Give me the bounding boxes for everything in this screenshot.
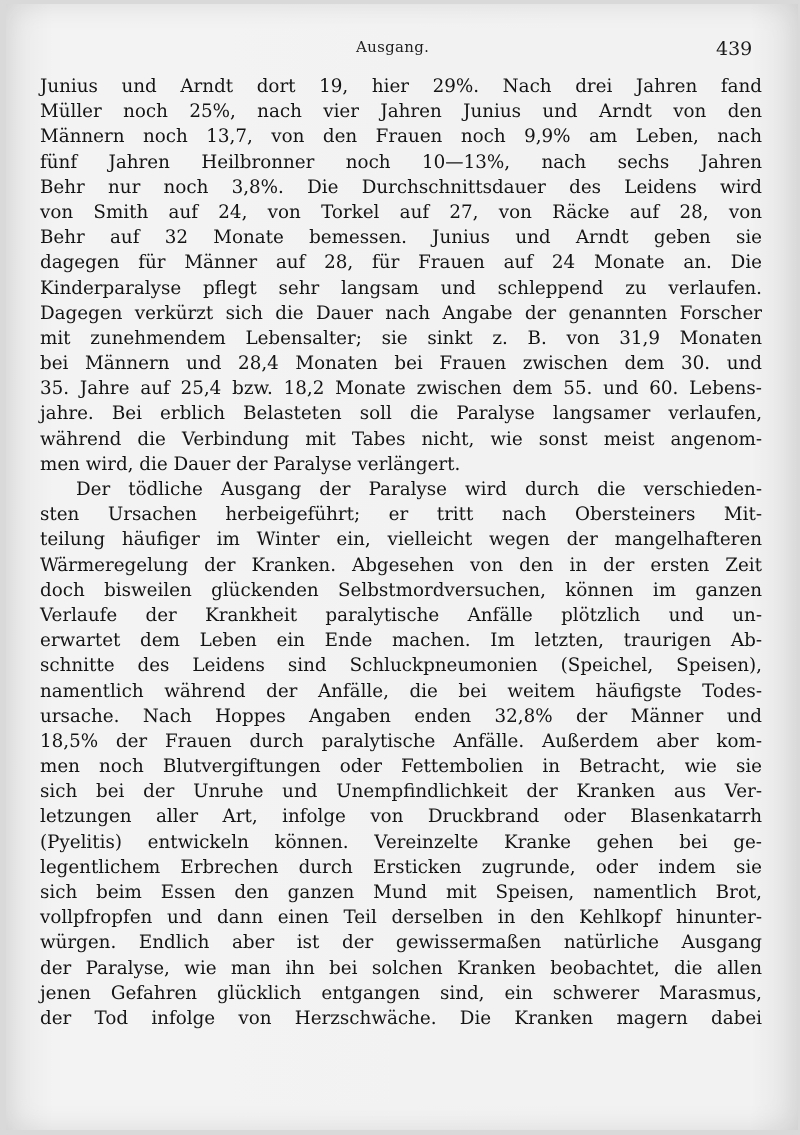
text-line: mit zunehmendem Lebensalter; sie sinkt z. B. von 31,9 Monaten [40, 327, 762, 349]
text-line: jenen Gefahren glücklich entgangen sind, ein schwerer Marasmus, [40, 982, 762, 1004]
paragraph [40, 74, 762, 477]
book-page [6, 4, 798, 1130]
text-line: würgen. Endlich aber ist der gewissermaßen natürliche Ausgang [40, 932, 762, 954]
body-text [40, 74, 762, 1031]
text-line: bei Männern und 28,4 Monaten bei Frauen zwischen dem 30. und [40, 353, 762, 375]
page-header [6, 34, 798, 68]
text-line: von Smith auf 24, von Torkel auf 27, von Räcke auf 28, von [40, 201, 762, 223]
text-line: Männern noch 13,7, von den Frauen noch 9,9% am Leben, nach [40, 126, 762, 148]
text-line: fünf Jahren Heilbronner noch 10—13%, nach sechs Jahren [40, 151, 762, 173]
text-line: schnitte des Leidens sind Schluckpneumonien (Speichel, Speisen), [40, 655, 762, 677]
text-line: Dagegen verkürzt sich die Dauer nach Angabe der genannten Forscher [40, 302, 762, 324]
text-line: 18,5% der Frauen durch paralytische Anfälle. Außerdem aber kom- [40, 730, 762, 752]
text-line: letzungen aller Art, infolge von Druckbrand oder Blasenkatarrh [40, 806, 762, 828]
text-line: sten Ursachen herbeigeführt; er tritt nach Obersteiners Mit- [40, 504, 762, 526]
text-line: men noch Blutvergiftungen oder Fettembolien in Betracht, wie sie [40, 756, 762, 778]
text-line: der Tod infolge von Herzschwäche. Die Kranken magern dabei [40, 1007, 762, 1029]
text-line: ursache. Nach Hoppes Angaben enden 32,8% der Männer und [40, 705, 762, 727]
text-line: (Pyelitis) entwickeln können. Vereinzelte Kranke gehen bei ge- [40, 831, 762, 853]
text-line: Der tödliche Ausgang der Paralyse wird durch die verschieden- [76, 479, 762, 500]
text-line: Kinderparalyse pflegt sehr langsam und schleppend zu verlaufen. [40, 277, 762, 299]
text-line: Wärmeregelung der Kranken. Abgesehen von den in der ersten Zeit [40, 554, 762, 576]
text-line: sich beim Essen den ganzen Mund mit Speisen, namentlich Brot, [40, 882, 762, 903]
text-line: namentlich während der Anfälle, die bei weitem häufigste Todes- [40, 680, 762, 702]
text-line: doch bisweilen glückenden Selbstmordversuchen, können im ganzen [40, 579, 762, 601]
text-line: vollpfropfen und dann einen Teil derselben in den Kehlkopf hinunter- [40, 907, 762, 929]
text-line: sich bei der Unruhe und Unempfindlichkeit der Kranken aus Ver- [40, 781, 762, 803]
page-number: 439 [716, 38, 753, 60]
text-line: men wird, die Dauer der Paralyse verlängert. [40, 453, 461, 475]
running-head: Ausgang. [356, 38, 430, 56]
paragraph [40, 477, 762, 1031]
text-line: während die Verbindung mit Tabes nicht, wie sonst meist angenom- [40, 428, 762, 450]
text-line: Behr auf 32 Monate bemessen. Junius und Arndt geben sie [40, 227, 762, 249]
text-line: Verlaufe der Krankheit paralytische Anfälle plötzlich und un- [40, 604, 762, 626]
text-line: Junius und Arndt dort 19, hier 29%. Nach drei Jahren fand [40, 76, 762, 97]
text-line: Behr nur noch 3,8%. Die Durchschnittsdauer des Leidens wird [40, 176, 762, 198]
text-line: dagegen für Männer auf 28, für Frauen auf 24 Monate an. Die [40, 252, 762, 274]
text-line: der Paralyse, wie man ihn bei solchen Kranken beobachtet, die allen [40, 957, 762, 979]
text-line: legentlichem Erbrechen durch Ersticken zugrunde, oder indem sie [40, 856, 762, 878]
text-line: jahre. Bei erblich Belasteten soll die Paralyse langsamer verlaufen, [40, 403, 762, 425]
text-line: teilung häufiger im Winter ein, vielleicht wegen der mangelhafteren [40, 529, 762, 551]
text-line: 35. Jahre auf 25,4 bzw. 18,2 Monate zwischen dem 55. und 60. Lebens- [40, 378, 762, 400]
text-line: Müller noch 25%, nach vier Jahren Junius und Arndt von den [40, 101, 762, 123]
text-line: erwartet dem Leben ein Ende machen. Im letzten, traurigen Ab- [40, 630, 762, 652]
